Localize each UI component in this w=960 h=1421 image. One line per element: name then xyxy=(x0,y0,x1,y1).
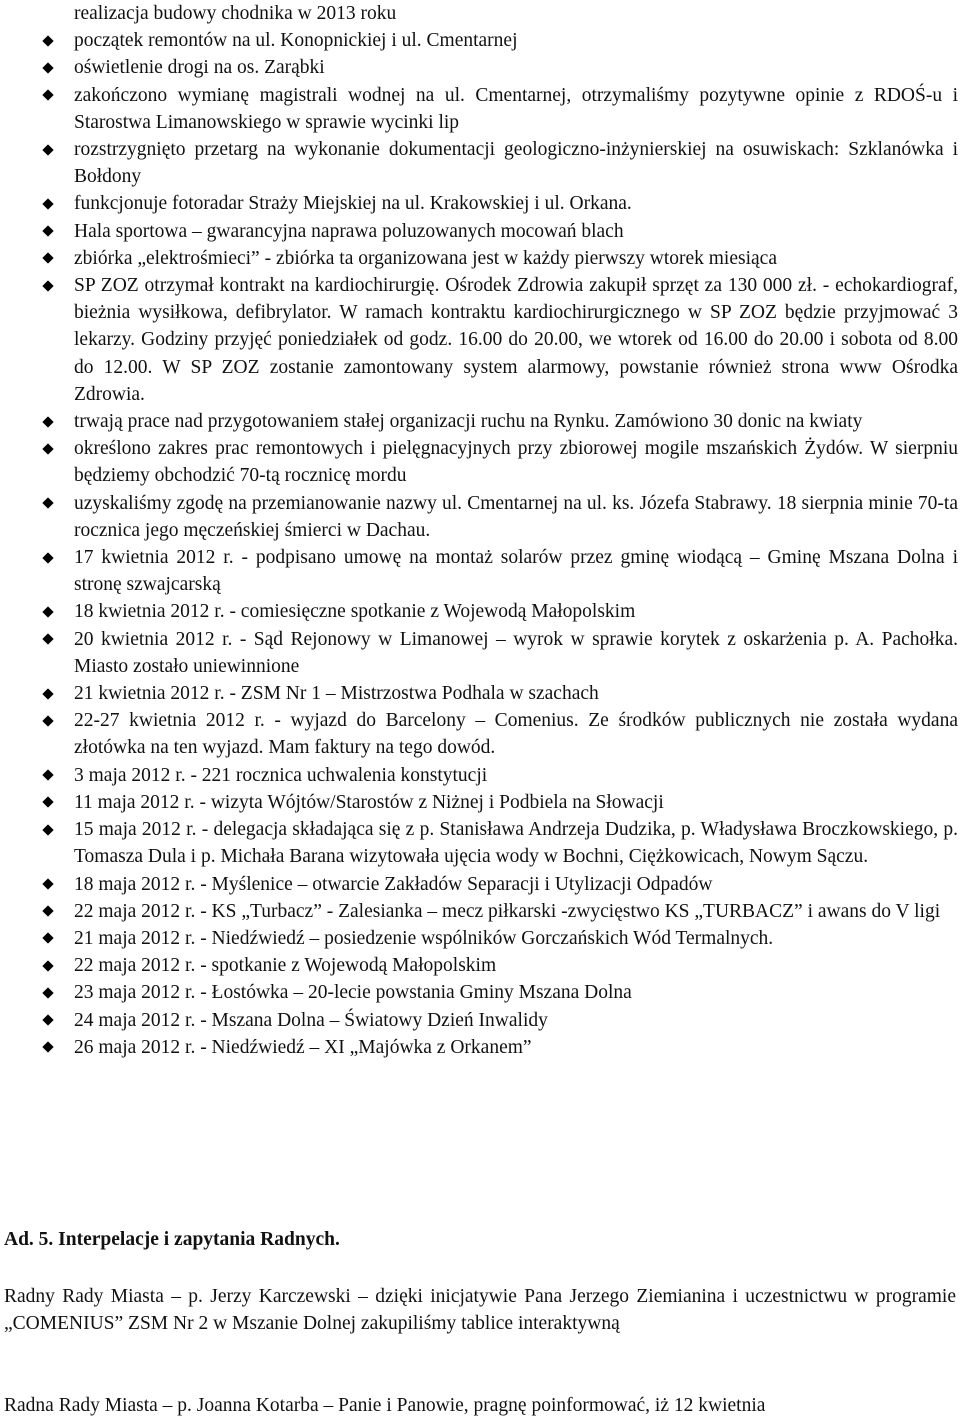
list-item-text: SP ZOZ otrzymał kontrakt na kardiochirurgię. Ośrodek Zdrowia zakupił sprzęt za 130 000 zł. - echokardiograf, bieżnia wysiłkowa, defibrylator. W ramach kontraktu kardiochirurgicznego w SP ZOZ będzie przyjmować 3 lekarzy. Godziny przyjęć poniedziałek od godz. 16.00 do 20.00, we wtorek od 16.00 do 20.00 i sobota od 8.00 do 12.00. W SP ZOZ zostanie zamontowany system alarmowy, powstanie również strona www Ośrodka Zdrowia. xyxy=(74,275,958,405)
list-item-text: określono zakres prac remontowych i pielęgnacyjnych przy zbiorowej mogile mszańskich Żydów. W sierpniu będziemy obchodzić 70-tą rocznicę mordu xyxy=(74,438,958,487)
list-item xyxy=(42,1007,958,1034)
section-heading: Ad. 5. Interpelacje i zapytania Radnych. xyxy=(4,1229,340,1250)
list-item xyxy=(42,82,958,136)
list-item xyxy=(42,136,958,190)
diamond-bullet-icon xyxy=(42,824,53,835)
list-item-text: 24 maja 2012 r. - Mszana Dolna – Światowy Dzień Inwalidy xyxy=(74,1009,548,1031)
list-item-text: 18 maja 2012 r. - Myślenice – otwarcie Zakładów Separacji i Utylizacji Odpadów xyxy=(74,873,713,895)
list-item xyxy=(42,952,958,979)
paragraph-kotarba: Radna Rady Miasta – p. Joanna Kotarba – Panie i Panowie, pragnę poinformować, iż 12 kwietnia xyxy=(4,1395,766,1416)
diamond-bullet-icon xyxy=(42,879,53,890)
bullet-list xyxy=(42,0,958,1061)
list-item-text: 20 kwietnia 2012 r. - Sąd Rejonowy w Limanowej – wyrok w sprawie korytek z oskarżenia p. A. Pachołka. Miasto zostało uniewinnione xyxy=(74,628,958,677)
list-item xyxy=(42,979,958,1006)
diamond-bullet-icon xyxy=(42,797,53,808)
list-item-text: zakończono wymianę magistrali wodnej na ul. Cmentarnej, otrzymaliśmy pozytywne opinie z RDOŚ-u i Starostwa Limanowskiego w sprawie wycinki lip xyxy=(74,84,958,133)
list-item xyxy=(42,816,958,870)
diamond-bullet-icon xyxy=(42,198,53,209)
diamond-bullet-icon xyxy=(42,770,53,781)
paragraph-karczewski: Radny Rady Miasta – p. Jerzy Karczewski – dzięki inicjatywie Pana Jerzego Ziemianina i uczestnictwu w programie „COMENIUS” ZSM Nr 2 w Mszanie Dolnej zakupiliśmy tablice interaktywną xyxy=(4,1286,956,1335)
list-item xyxy=(42,54,958,81)
diamond-bullet-icon xyxy=(42,688,53,699)
list-item-text: początek remontów na ul. Konopnickiej i ul. Cmentarnej xyxy=(74,30,518,52)
diamond-bullet-icon xyxy=(42,552,53,563)
diamond-bullet-icon xyxy=(42,1015,53,1026)
diamond-bullet-icon xyxy=(42,987,53,998)
list-item xyxy=(42,245,958,272)
list-item xyxy=(42,871,958,898)
list-item-text: 17 kwietnia 2012 r. - podpisano umowę na montaż solarów przez gminę wiodącą – Gminę Mszana Dolna i stronę szwajcarską xyxy=(74,547,958,596)
list-item-text: 26 maja 2012 r. - Niedźwiedź – XI „Majówka z Orkanem” xyxy=(74,1036,532,1058)
list-item xyxy=(42,190,958,217)
list-item-text: oświetlenie drogi na os. Zarąbki xyxy=(74,57,325,79)
list-item-text: 3 maja 2012 r. - 221 rocznica uchwalenia konstytucji xyxy=(74,764,488,786)
diamond-bullet-icon xyxy=(42,715,53,726)
diamond-bullet-icon xyxy=(42,62,53,73)
list-item xyxy=(42,925,958,952)
list-item-text: zbiórka „elektrośmieci” - zbiórka ta organizowana jest w każdy pierwszy wtorek miesiąca xyxy=(74,247,777,269)
diamond-bullet-icon xyxy=(42,634,53,645)
list-item xyxy=(42,435,958,489)
diamond-bullet-icon xyxy=(42,226,53,237)
list-item xyxy=(42,272,958,408)
list-item xyxy=(42,408,958,435)
diamond-bullet-icon xyxy=(42,606,53,617)
list-item-text: 11 maja 2012 r. - wizyta Wójtów/Starostów z Niżnej i Podbiela na Słowacji xyxy=(74,791,664,813)
diamond-bullet-icon xyxy=(42,253,53,264)
diamond-bullet-icon xyxy=(42,906,53,917)
list-item xyxy=(42,598,958,625)
list-item xyxy=(42,789,958,816)
list-item-text: funkcjonuje fotoradar Straży Miejskiej na ul. Krakowskiej i ul. Orkana. xyxy=(74,193,632,215)
diamond-bullet-icon xyxy=(42,498,53,509)
list-item-text: 18 kwietnia 2012 r. - comiesięczne spotkanie z Wojewodą Małopolskim xyxy=(74,601,636,623)
diamond-bullet-icon xyxy=(42,1042,53,1053)
list-item xyxy=(42,544,958,598)
list-item-text: 22 maja 2012 r. - KS „Turbacz” - Zalesianka – mecz piłkarski -zwycięstwo KS „TURBACZ” i awans do V ligi xyxy=(74,900,941,922)
list-item xyxy=(42,898,958,925)
list-item xyxy=(42,707,958,761)
list-item-continuation: realizacja budowy chodnika w 2013 roku xyxy=(74,3,397,24)
diamond-bullet-icon xyxy=(42,280,53,291)
diamond-bullet-icon xyxy=(42,933,53,944)
diamond-bullet-icon xyxy=(42,144,53,155)
list-item-text: 15 maja 2012 r. - delegacja składająca się z p. Stanisława Andrzeja Dudzika, p. Władysława Broczkowskiego, p. Tomasza Dula i p. Michała Barana wizytowała ujęcia wody w Bochni, Ciężkowicach, Nowym Sączu. xyxy=(74,819,958,868)
list-item-text: Hala sportowa – gwarancyjna naprawa poluzowanych mocowań blach xyxy=(74,220,624,242)
list-item xyxy=(42,680,958,707)
list-item-text: trwają prace nad przygotowaniem stałej organizacji ruchu na Rynku. Zamówiono 30 donic na kwiaty xyxy=(74,411,863,433)
list-item-text: 21 kwietnia 2012 r. - ZSM Nr 1 – Mistrzostwa Podhala w szachach xyxy=(74,683,599,705)
list-item-text: rozstrzygnięto przetarg na wykonanie dokumentacji geologiczno-inżynierskiej na osuwiskach: Szklanówka i Bołdony xyxy=(74,139,958,188)
diamond-bullet-icon xyxy=(42,416,53,427)
list-item-text: 22-27 kwietnia 2012 r. - wyjazd do Barcelony – Comenius. Ze środków publicznych nie została wydana złotówka na ten wyjazd. Mam faktury na tego dowód. xyxy=(74,710,958,759)
diamond-bullet-icon xyxy=(42,960,53,971)
diamond-bullet-icon xyxy=(42,90,53,101)
list-item xyxy=(42,218,958,245)
list-item-text: uzyskaliśmy zgodę na przemianowanie nazwy ul. Cmentarnej na ul. ks. Józefa Stabrawy. 18 sierpnia minie 70-ta rocznica jego męczeńskiej śmierci w Dachau. xyxy=(74,492,958,541)
list-item xyxy=(42,490,958,544)
list-item xyxy=(42,1034,958,1061)
diamond-bullet-icon xyxy=(42,35,53,46)
diamond-bullet-icon xyxy=(42,443,53,454)
list-item xyxy=(42,27,958,54)
list-item xyxy=(42,762,958,789)
list-item-text: 22 maja 2012 r. - spotkanie z Wojewodą Małopolskim xyxy=(74,955,497,977)
list-item-text: 23 maja 2012 r. - Łostówka – 20-lecie powstania Gminy Mszana Dolna xyxy=(74,982,632,1004)
list-item-text: 21 maja 2012 r. - Niedźwiedź – posiedzenie wspólników Gorczańskich Wód Termalnych. xyxy=(74,927,774,949)
list-item xyxy=(42,626,958,680)
